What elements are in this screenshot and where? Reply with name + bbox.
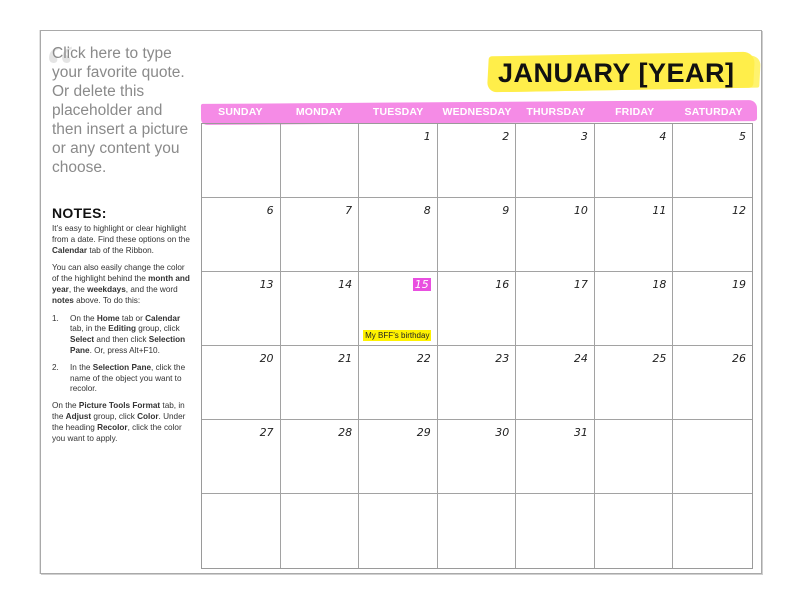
- day-number: 22: [416, 352, 431, 365]
- step-number: 1.: [52, 313, 59, 323]
- day-cell[interactable]: [359, 124, 438, 198]
- calendar-grid: [201, 123, 753, 569]
- notes-heading[interactable]: NOTES:: [52, 205, 107, 221]
- day-number: 26: [731, 352, 746, 365]
- weekday-label: WEDNESDAY: [442, 106, 512, 118]
- day-cell[interactable]: [438, 272, 517, 346]
- day-number: 16: [495, 278, 510, 291]
- notes-paragraph[interactable]: It’s easy to highlight or clear highlight from a date. Find these options on the Calendar tab of the Ribbon.: [52, 224, 190, 255]
- day-number: 27: [259, 426, 274, 439]
- day-cell[interactable]: [281, 198, 360, 272]
- day-cell[interactable]: [516, 124, 595, 198]
- day-cell[interactable]: [359, 272, 438, 346]
- day-cell[interactable]: [202, 124, 281, 198]
- day-number: 29: [416, 426, 431, 439]
- notes-paragraph[interactable]: You can also easily change the color of the highlight behind the month and year, the weekdays, and the word notes above. To do this:: [52, 263, 190, 305]
- day-number: 17: [573, 278, 588, 291]
- day-cell[interactable]: [595, 494, 674, 568]
- day-cell[interactable]: [438, 198, 517, 272]
- day-cell[interactable]: [595, 124, 674, 198]
- day-number: 18: [652, 278, 667, 291]
- day-number: 14: [338, 278, 353, 291]
- day-cell[interactable]: [595, 420, 674, 494]
- day-number: 13: [259, 278, 274, 291]
- day-number: 28: [338, 426, 353, 439]
- day-cell[interactable]: [673, 494, 752, 568]
- step-text: In the Selection Pane, click the name of the object you want to recolor.: [70, 362, 186, 394]
- day-number: 2: [502, 130, 510, 143]
- notes-paragraph[interactable]: On the Picture Tools Format tab, in the Adjust group, click Color. Under the heading Recolor, click the color you want to apply.: [52, 401, 186, 443]
- day-number: 3: [580, 130, 588, 143]
- day-cell[interactable]: [438, 124, 517, 198]
- day-number: 11: [652, 204, 667, 217]
- day-cell[interactable]: [359, 198, 438, 272]
- day-cell[interactable]: [281, 494, 360, 568]
- day-cell[interactable]: [359, 346, 438, 420]
- day-cell[interactable]: [673, 346, 752, 420]
- weekday-label: FRIDAY: [615, 106, 655, 118]
- day-number: 1: [423, 130, 431, 143]
- day-number: 5: [738, 130, 746, 143]
- day-number: 23: [495, 352, 510, 365]
- day-cell[interactable]: [359, 494, 438, 568]
- quote-placeholder[interactable]: Click here to type your favorite quote. Or delete this placeholder and then insert a picture or any content you choose.: [52, 45, 189, 176]
- day-number: 30: [495, 426, 510, 439]
- day-cell[interactable]: [673, 272, 752, 346]
- day-cell[interactable]: [202, 494, 281, 568]
- day-number: 6: [266, 204, 274, 217]
- day-cell[interactable]: [673, 420, 752, 494]
- day-cell[interactable]: [673, 198, 752, 272]
- day-cell[interactable]: [202, 272, 281, 346]
- notes-steps: [52, 314, 190, 396]
- day-number: 10: [573, 204, 588, 217]
- day-cell[interactable]: [281, 420, 360, 494]
- step-text: On the Home tab or Calendar tab, in the Editing group, click Select and then click Selection Pane. Or, press Alt+F10.: [70, 313, 186, 355]
- day-cell[interactable]: [359, 420, 438, 494]
- day-cell[interactable]: [516, 346, 595, 420]
- notes-step[interactable]: [52, 363, 190, 395]
- day-cell[interactable]: [281, 346, 360, 420]
- day-cell[interactable]: [595, 346, 674, 420]
- sidebar: [46, 32, 190, 451]
- day-cell[interactable]: [595, 272, 674, 346]
- event-label[interactable]: My BFF’s birthday: [365, 331, 430, 340]
- day-cell[interactable]: [516, 198, 595, 272]
- day-number: 4: [659, 130, 667, 143]
- day-cell[interactable]: [438, 494, 517, 568]
- weekday-label: SATURDAY: [684, 106, 743, 118]
- weekday-label: TUESDAY: [372, 106, 424, 118]
- day-cell[interactable]: [438, 420, 517, 494]
- month-title-area: [488, 52, 758, 94]
- day-number: 24: [573, 352, 588, 365]
- day-cell[interactable]: [281, 124, 360, 198]
- month-title[interactable]: JANUARY [YEAR]: [498, 58, 735, 88]
- day-number: 19: [731, 278, 746, 291]
- day-cell[interactable]: [673, 124, 752, 198]
- day-number: 8: [423, 204, 431, 217]
- day-cell[interactable]: [202, 420, 281, 494]
- weekday-header: [201, 102, 753, 123]
- day-number: 21: [338, 352, 353, 365]
- day-number: 12: [731, 204, 746, 217]
- day-number: 31: [573, 426, 588, 439]
- day-cell[interactable]: [516, 420, 595, 494]
- day-cell[interactable]: [438, 346, 517, 420]
- notes-step[interactable]: [52, 314, 190, 357]
- quote-mark-icon: “: [46, 32, 75, 103]
- day-number: 7: [345, 204, 353, 217]
- day-number: 20: [259, 352, 274, 365]
- day-number: 9: [502, 204, 510, 217]
- day-cell[interactable]: [202, 346, 281, 420]
- day-cell[interactable]: [516, 494, 595, 568]
- weekday-label: THURSDAY: [526, 106, 586, 118]
- day-cell[interactable]: [281, 272, 360, 346]
- step-number: 2.: [52, 362, 59, 372]
- day-number: 25: [652, 352, 667, 365]
- weekday-label: MONDAY: [295, 106, 343, 118]
- weekday-label: SUNDAY: [218, 106, 263, 118]
- day-cell[interactable]: [202, 198, 281, 272]
- day-cell[interactable]: [516, 272, 595, 346]
- day-number: 15: [414, 278, 429, 291]
- day-cell[interactable]: [595, 198, 674, 272]
